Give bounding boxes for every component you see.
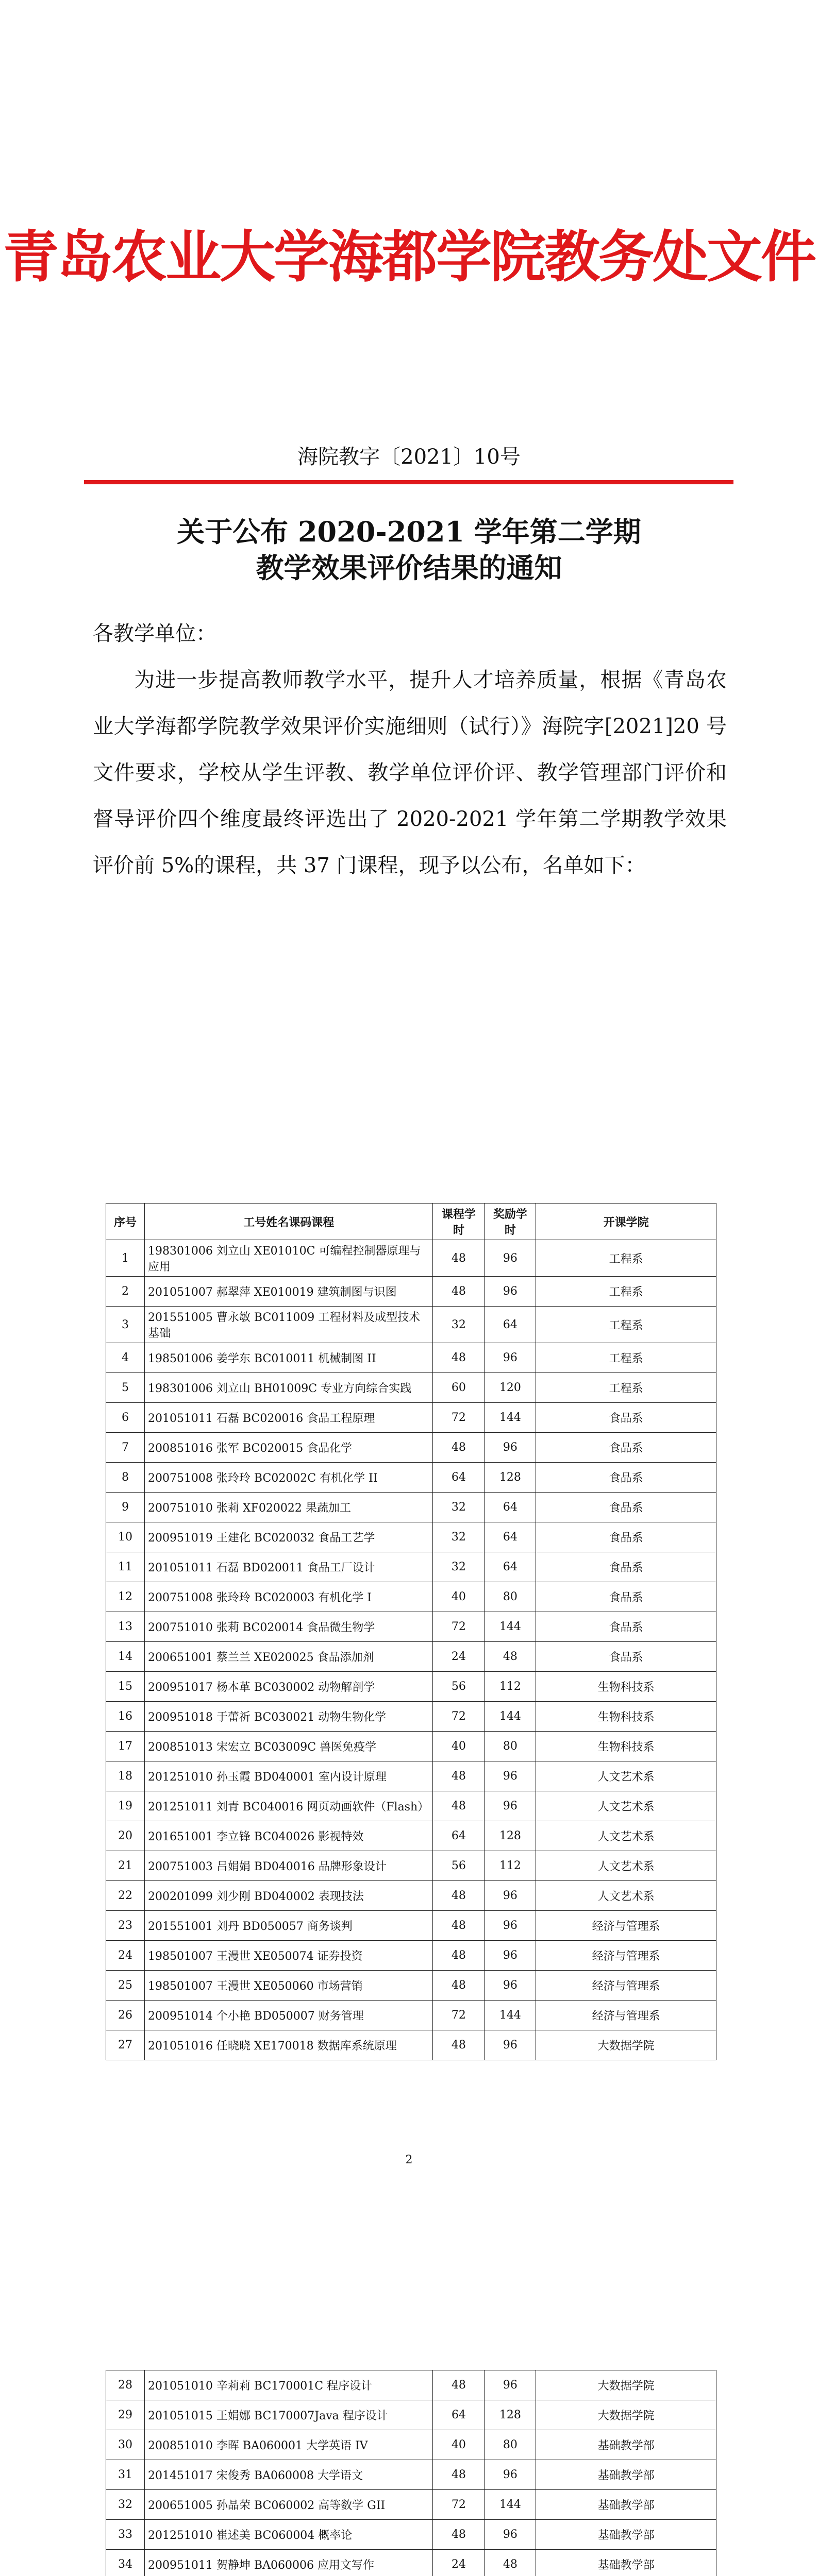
cell-college: 人文艺术系	[536, 1881, 716, 1911]
red-divider	[84, 480, 733, 484]
cell-hours: 48	[433, 1791, 485, 1821]
cell-hours: 72	[433, 1612, 485, 1642]
table-row	[106, 1343, 716, 1373]
cell-college: 基础教学部	[536, 2460, 716, 2490]
notice-title-line2: 教学效果评价结果的通知	[256, 551, 562, 584]
cell-college: 食品系	[536, 1582, 716, 1612]
cell-no: 8	[106, 1463, 145, 1493]
cell-reward: 144	[485, 2001, 536, 2030]
cell-hours: 72	[433, 1403, 485, 1433]
intro-paragraph: 为进一步提高教师教学水平，提升人才培养质量，根据《青岛农业大学海都学院教学效果评价实施细则（试行）》海院字[2021]20 号文件要求，学校从学生评教、教学单位评价评、教学管理部门评价和督导评价四个维度最终评选出了 2020-2021 学年第二学期教学效果评价前 5%的课程，共 37 门课程，现予以公布，名单如下：	[93, 668, 727, 877]
cell-no: 24	[106, 1941, 145, 1971]
cell-hours: 72	[433, 1702, 485, 1732]
table-row	[106, 1552, 716, 1582]
cell-reward: 64	[485, 1493, 536, 1522]
cell-hours: 48	[433, 1240, 485, 1277]
table-row	[106, 2460, 716, 2490]
cell-college: 工程系	[536, 1373, 716, 1403]
cell-hours: 32	[433, 1307, 485, 1343]
cell-hours: 48	[433, 1971, 485, 2001]
cell-college: 基础教学部	[536, 2520, 716, 2550]
cell-hours: 72	[433, 2001, 485, 2030]
cell-reward: 64	[485, 1552, 536, 1582]
cell-reward: 96	[485, 1971, 536, 2001]
cell-hours: 40	[433, 1582, 485, 1612]
cell-reward: 96	[485, 1761, 536, 1791]
cell-college: 经济与管理系	[536, 1941, 716, 1971]
cell-course: 201051007 郝翠萍 XE010019 建筑制图与识图	[144, 1277, 433, 1307]
cell-college: 经济与管理系	[536, 1911, 716, 1941]
cell-reward: 80	[485, 2430, 536, 2460]
cell-no: 34	[106, 2550, 145, 2576]
cell-course: 200951011 贺静坤 BA060006 应用文写作	[144, 2550, 433, 2576]
cell-no: 2	[106, 1277, 145, 1307]
table-row	[106, 1240, 716, 1277]
header-reward: 奖励学时	[485, 1204, 536, 1240]
notice-title-line1: 关于公布 2020-2021 学年第二学期	[177, 515, 641, 548]
cell-reward: 128	[485, 2400, 536, 2430]
table-row	[106, 2490, 716, 2520]
cell-course: 201051010 辛莉莉 BC170001C 程序设计	[144, 2370, 433, 2400]
table-row	[106, 1642, 716, 1672]
cell-course: 198501006 姜学东 BC010011 机械制图 II	[144, 1343, 433, 1373]
cell-reward: 96	[485, 1433, 536, 1463]
cell-no: 14	[106, 1642, 145, 1672]
cell-course: 200951014 个小艳 BD050007 财务管理	[144, 2001, 433, 2030]
cell-college: 食品系	[536, 1552, 716, 1582]
cell-no: 21	[106, 1851, 145, 1881]
cell-hours: 56	[433, 1851, 485, 1881]
cell-hours: 32	[433, 1493, 485, 1522]
cell-no: 3	[106, 1307, 145, 1343]
cell-college: 食品系	[536, 1642, 716, 1672]
cell-reward: 96	[485, 2460, 536, 2490]
cell-hours: 48	[433, 2030, 485, 2060]
table-row	[106, 2001, 716, 2030]
cell-course: 201551001 刘丹 BD050057 商务谈判	[144, 1911, 433, 1941]
cell-course: 200951017 杨本革 BC030002 动物解剖学	[144, 1672, 433, 1702]
page-number-2: 2	[405, 2154, 413, 2166]
cell-reward: 96	[485, 2370, 536, 2400]
cell-course: 201051011 石磊 BC020016 食品工程原理	[144, 1403, 433, 1433]
cell-course: 201051011 石磊 BD020011 食品工厂设计	[144, 1552, 433, 1582]
cell-hours: 32	[433, 1552, 485, 1582]
table-row	[106, 1702, 716, 1732]
table-row	[106, 1881, 716, 1911]
cell-college: 人文艺术系	[536, 1791, 716, 1821]
cell-course: 200751010 张莉 XF020022 果蔬加工	[144, 1493, 433, 1522]
table-row	[106, 1373, 716, 1403]
table-row	[106, 2370, 716, 2400]
cell-college: 食品系	[536, 1403, 716, 1433]
cell-hours: 48	[433, 1941, 485, 1971]
cell-course: 201251011 刘青 BC040016 网页动画软件（Flash）	[144, 1791, 433, 1821]
cell-hours: 40	[433, 2430, 485, 2460]
cell-hours: 48	[433, 2370, 485, 2400]
cell-hours: 64	[433, 2400, 485, 2430]
table-row	[106, 1582, 716, 1612]
cell-course: 200851010 李晖 BA060001 大学英语 IV	[144, 2430, 433, 2460]
cell-reward: 80	[485, 1582, 536, 1612]
cell-college: 食品系	[536, 1522, 716, 1552]
cell-hours: 32	[433, 1522, 485, 1552]
cell-course: 200851013 宋宏立 BC03009C 兽医免疫学	[144, 1732, 433, 1761]
cell-course: 200201099 刘少刚 BD040002 表现技法	[144, 1881, 433, 1911]
cell-hours: 24	[433, 2550, 485, 2576]
table-row	[106, 1821, 716, 1851]
table-row	[106, 2030, 716, 2060]
table-row	[106, 1791, 716, 1821]
table-row	[106, 1307, 716, 1343]
cell-reward: 64	[485, 1522, 536, 1552]
cell-course: 201551005 曹永敏 BC011009 工程材料及成型技术基础	[144, 1307, 433, 1343]
cell-college: 人文艺术系	[536, 1851, 716, 1881]
cell-no: 31	[106, 2460, 145, 2490]
table-row	[106, 1941, 716, 1971]
cell-reward: 128	[485, 1821, 536, 1851]
header-hours: 课程学时	[433, 1204, 485, 1240]
cell-reward: 96	[485, 1911, 536, 1941]
table-row	[106, 1732, 716, 1761]
cell-hours: 48	[433, 1277, 485, 1307]
cell-reward: 112	[485, 1672, 536, 1702]
cell-no: 12	[106, 1582, 145, 1612]
cell-no: 15	[106, 1672, 145, 1702]
cell-hours: 48	[433, 1433, 485, 1463]
cell-reward: 96	[485, 2520, 536, 2550]
cell-no: 19	[106, 1791, 145, 1821]
cell-course: 200751008 张玲玲 BC02002C 有机化学 II	[144, 1463, 433, 1493]
table-row	[106, 1911, 716, 1941]
cell-no: 23	[106, 1911, 145, 1941]
cell-reward: 64	[485, 1307, 536, 1343]
cell-college: 食品系	[536, 1493, 716, 1522]
cell-college: 人文艺术系	[536, 1821, 716, 1851]
cell-college: 食品系	[536, 1463, 716, 1493]
cell-college: 工程系	[536, 1307, 716, 1343]
cell-course: 198501007 王漫世 XE050060 市场营销	[144, 1971, 433, 2001]
cell-reward: 96	[485, 1881, 536, 1911]
cell-hours: 24	[433, 1642, 485, 1672]
table-row	[106, 1761, 716, 1791]
cell-hours: 64	[433, 1463, 485, 1493]
cell-no: 11	[106, 1552, 145, 1582]
cell-hours: 48	[433, 1343, 485, 1373]
cell-reward: 96	[485, 2030, 536, 2060]
cell-no: 26	[106, 2001, 145, 2030]
cell-hours: 48	[433, 1761, 485, 1791]
cell-hours: 48	[433, 1911, 485, 1941]
table-row	[106, 1277, 716, 1307]
cell-hours: 72	[433, 2490, 485, 2520]
cell-no: 18	[106, 1761, 145, 1791]
cell-no: 1	[106, 1240, 145, 1277]
cell-reward: 96	[485, 1240, 536, 1277]
cell-reward: 96	[485, 1277, 536, 1307]
table-row	[106, 1971, 716, 2001]
cell-course: 200751008 张玲玲 BC020003 有机化学 I	[144, 1582, 433, 1612]
cell-no: 30	[106, 2430, 145, 2460]
table-row	[106, 1493, 716, 1522]
cell-course: 200951018 于蕾祈 BC030021 动物生物化学	[144, 1702, 433, 1732]
cell-college: 食品系	[536, 1612, 716, 1642]
cell-reward: 144	[485, 1403, 536, 1433]
cell-college: 基础教学部	[536, 2550, 716, 2576]
cell-course: 198301006 刘立山 BH01009C 专业方向综合实践	[144, 1373, 433, 1403]
salutation: 各教学单位：	[93, 622, 216, 646]
table-row	[106, 2400, 716, 2430]
cell-college: 工程系	[536, 1240, 716, 1277]
results-table-part2	[106, 2370, 716, 2576]
cell-reward: 80	[485, 1732, 536, 1761]
cell-no: 16	[106, 1702, 145, 1732]
cell-college: 基础教学部	[536, 2490, 716, 2520]
cell-college: 基础教学部	[536, 2430, 716, 2460]
document-number: 海院教字〔2021〕10号	[297, 445, 521, 469]
cell-college: 生物科技系	[536, 1672, 716, 1702]
cell-college: 经济与管理系	[536, 1971, 716, 2001]
table-row	[106, 1612, 716, 1642]
cell-no: 9	[106, 1493, 145, 1522]
cell-college: 生物科技系	[536, 1702, 716, 1732]
cell-college: 人文艺术系	[536, 1761, 716, 1791]
cell-course: 201451017 宋俊秀 BA060008 大学语文	[144, 2460, 433, 2490]
cell-course: 201051016 任晓晓 XE170018 数据库系统原理	[144, 2030, 433, 2060]
cell-course: 200651001 蔡兰兰 XE020025 食品添加剂	[144, 1642, 433, 1672]
cell-reward: 144	[485, 1702, 536, 1732]
cell-course: 201051015 王娟娜 BC170007Java 程序设计	[144, 2400, 433, 2430]
cell-course: 201651001 李立锋 BC040026 影视特效	[144, 1821, 433, 1851]
cell-reward: 144	[485, 1612, 536, 1642]
cell-course: 200951019 王建化 BC020032 食品工艺学	[144, 1522, 433, 1552]
cell-no: 22	[106, 1881, 145, 1911]
header-no: 序号	[106, 1204, 145, 1240]
masthead-title: 青岛农业大学海都学院教务处文件	[3, 225, 815, 290]
cell-course: 200651005 孙晶荣 BC060002 高等数学 GII	[144, 2490, 433, 2520]
cell-reward: 96	[485, 1941, 536, 1971]
cell-college: 食品系	[536, 1433, 716, 1463]
table-row	[106, 1851, 716, 1881]
cell-no: 7	[106, 1433, 145, 1463]
table-row	[106, 1522, 716, 1552]
header-course: 工号姓名课码课程	[144, 1204, 433, 1240]
cell-no: 5	[106, 1373, 145, 1403]
cell-hours: 48	[433, 1881, 485, 1911]
header-college: 开课学院	[536, 1204, 716, 1240]
cell-course: 200851016 张军 BC020015 食品化学	[144, 1433, 433, 1463]
cell-hours: 40	[433, 1732, 485, 1761]
cell-course: 198501007 王漫世 XE050074 证券投资	[144, 1941, 433, 1971]
cell-hours: 48	[433, 2460, 485, 2490]
cell-no: 17	[106, 1732, 145, 1761]
cell-reward: 112	[485, 1851, 536, 1881]
cell-college: 工程系	[536, 1343, 716, 1373]
cell-no: 28	[106, 2370, 145, 2400]
cell-no: 27	[106, 2030, 145, 2060]
cell-course: 200751010 张莉 BC020014 食品微生物学	[144, 1612, 433, 1642]
cell-reward: 48	[485, 2550, 536, 2576]
table-row	[106, 2430, 716, 2460]
cell-hours: 56	[433, 1672, 485, 1702]
cell-reward: 144	[485, 2490, 536, 2520]
cell-reward: 48	[485, 1642, 536, 1672]
cell-reward: 96	[485, 1791, 536, 1821]
cell-hours: 48	[433, 2520, 485, 2550]
cell-no: 25	[106, 1971, 145, 2001]
table-row	[106, 1672, 716, 1702]
table-row	[106, 1463, 716, 1493]
cell-reward: 120	[485, 1373, 536, 1403]
cell-college: 大数据学院	[536, 2370, 716, 2400]
cell-no: 4	[106, 1343, 145, 1373]
cell-course: 200751003 吕娟娟 BD040016 品牌形象设计	[144, 1851, 433, 1881]
cell-no: 13	[106, 1612, 145, 1642]
cell-course: 198301006 刘立山 XE01010C 可编程控制器原理与应用	[144, 1240, 433, 1277]
results-table-part1	[106, 1203, 716, 2060]
cell-college: 大数据学院	[536, 2400, 716, 2430]
cell-college: 工程系	[536, 1277, 716, 1307]
cell-college: 经济与管理系	[536, 2001, 716, 2030]
cell-no: 32	[106, 2490, 145, 2520]
table-header-row	[106, 1204, 716, 1240]
cell-course: 201251010 孙玉霞 BD040001 室内设计原理	[144, 1761, 433, 1791]
cell-no: 6	[106, 1403, 145, 1433]
cell-hours: 64	[433, 1821, 485, 1851]
table-row	[106, 2520, 716, 2550]
table-row	[106, 1433, 716, 1463]
cell-college: 大数据学院	[536, 2030, 716, 2060]
cell-no: 10	[106, 1522, 145, 1552]
cell-hours: 60	[433, 1373, 485, 1403]
cell-reward: 128	[485, 1463, 536, 1493]
table-row	[106, 2550, 716, 2576]
cell-course: 201251010 崔述美 BC060004 概率论	[144, 2520, 433, 2550]
cell-no: 20	[106, 1821, 145, 1851]
cell-college: 生物科技系	[536, 1732, 716, 1761]
cell-no: 33	[106, 2520, 145, 2550]
table-row	[106, 1403, 716, 1433]
cell-no: 29	[106, 2400, 145, 2430]
cell-reward: 96	[485, 1343, 536, 1373]
